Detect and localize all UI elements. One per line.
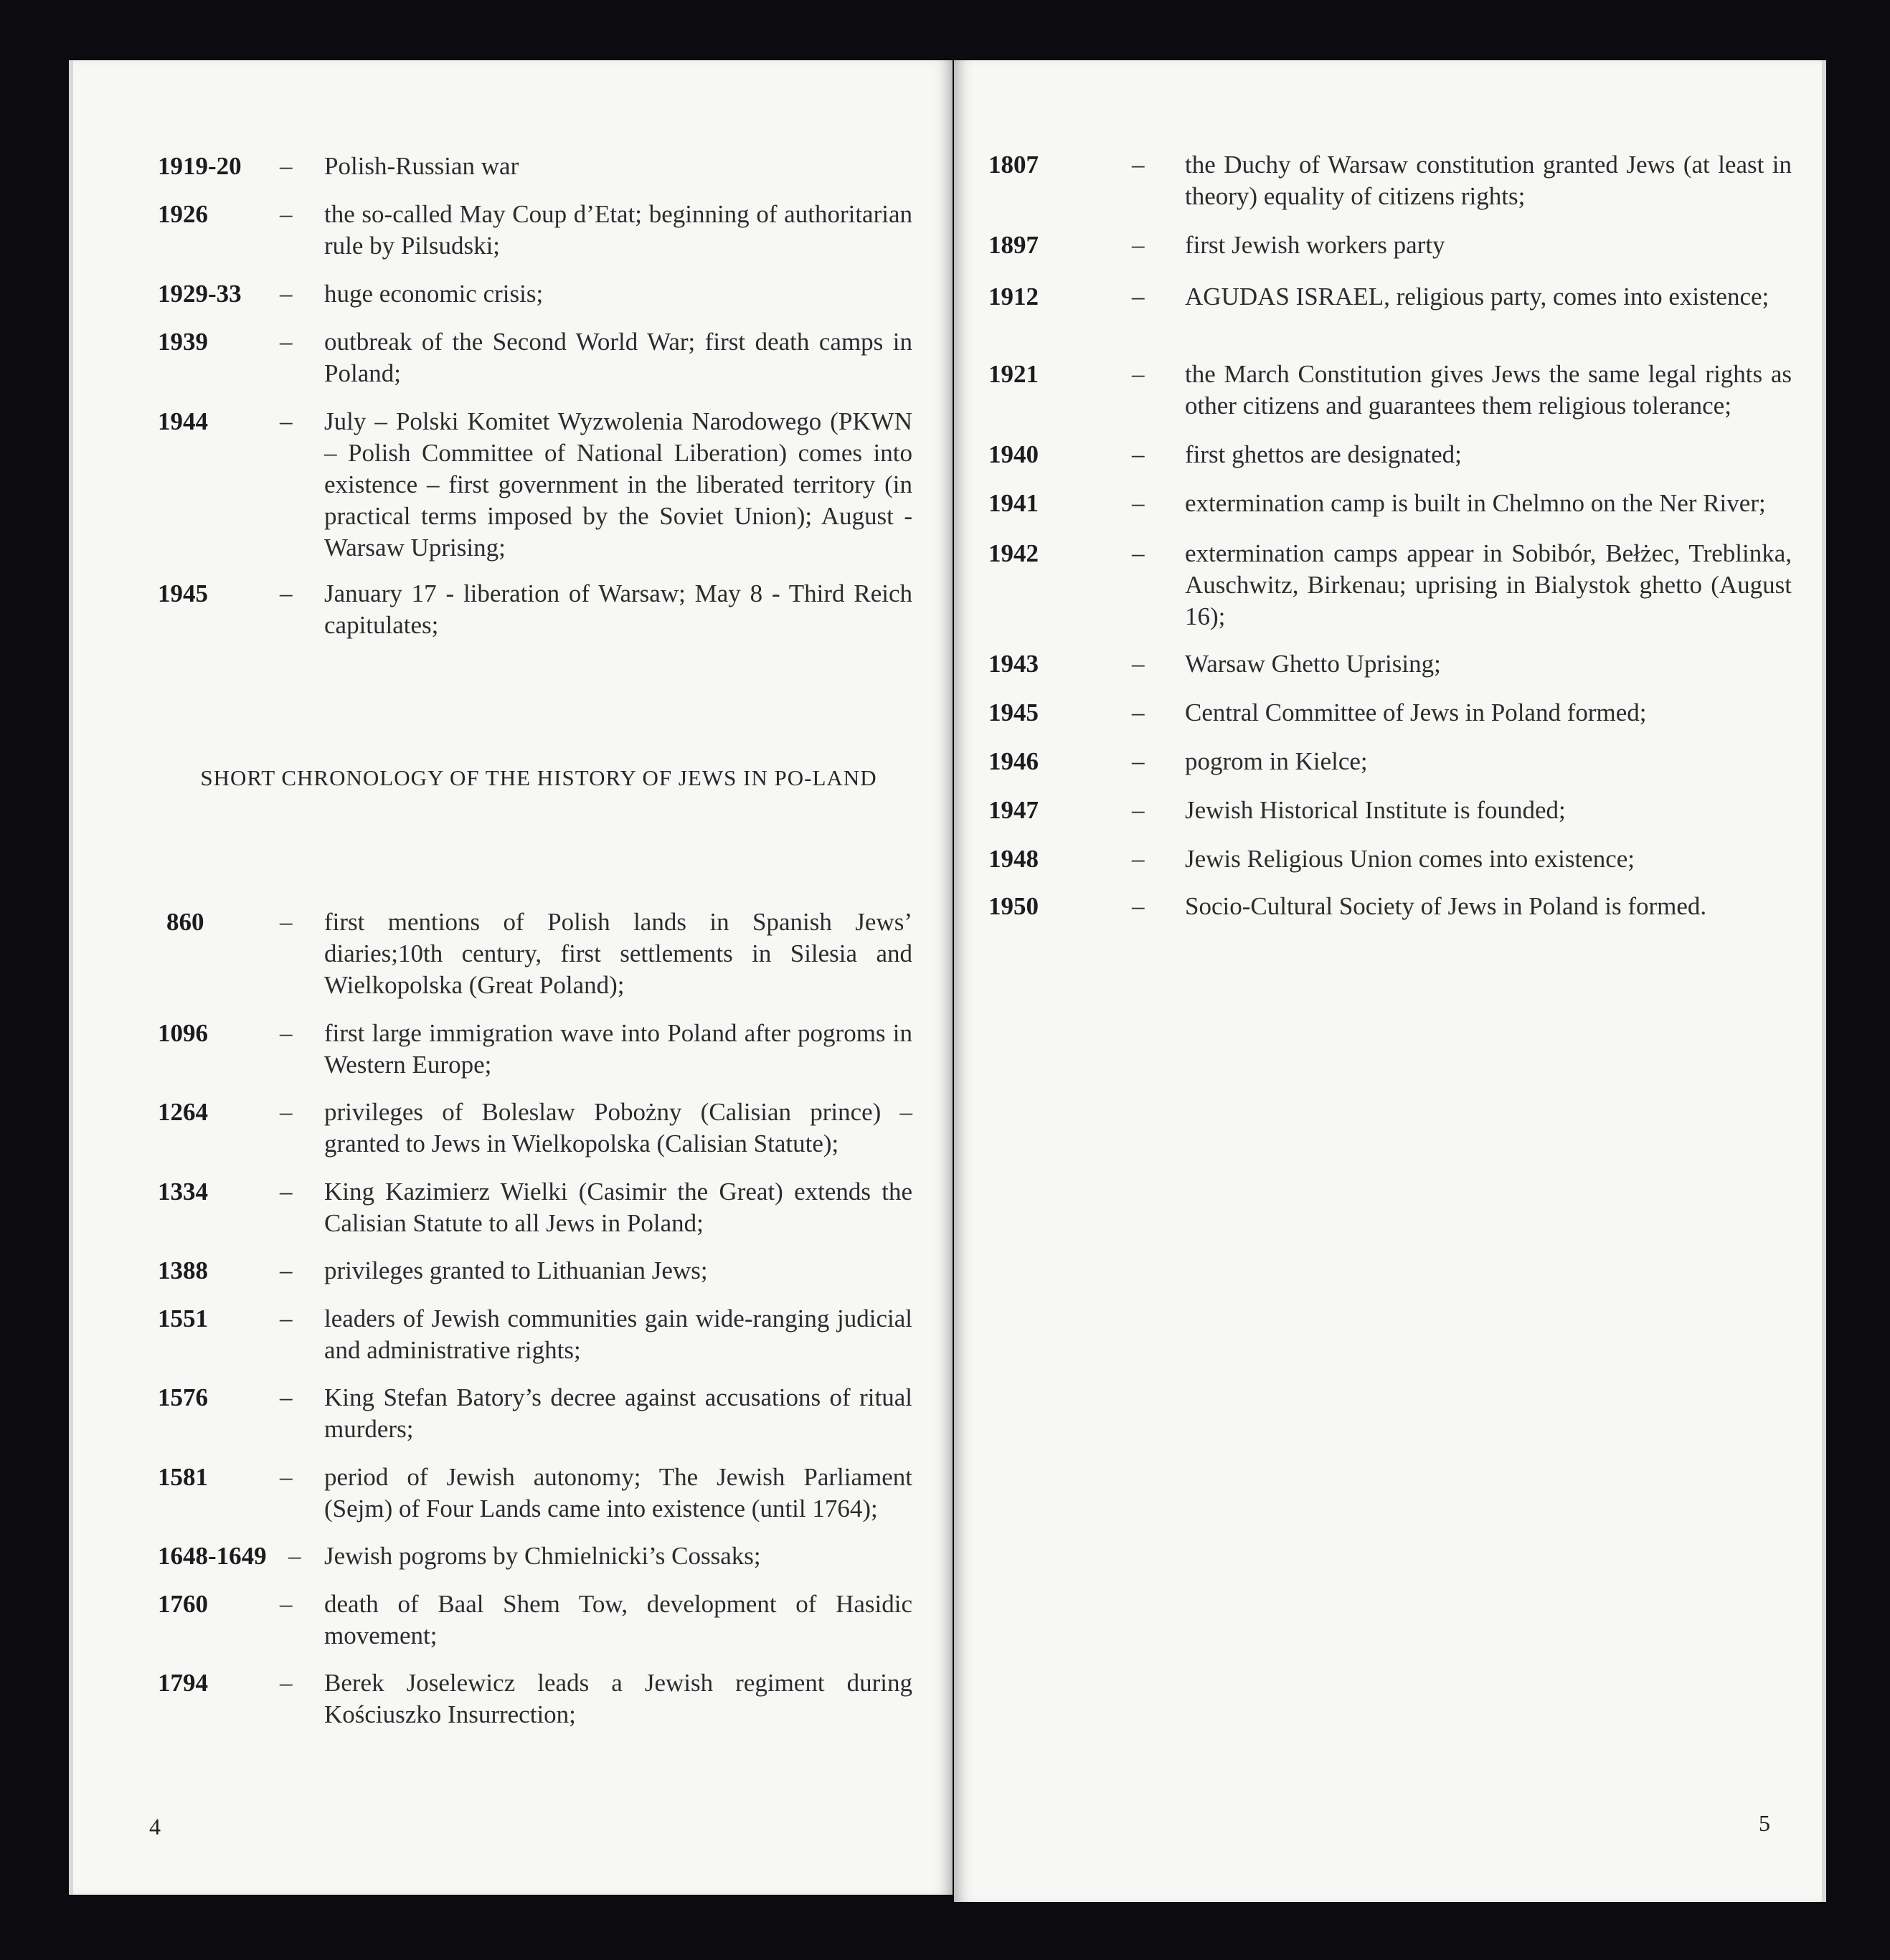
- entry-year: 1388: [158, 1256, 208, 1284]
- entry-year: 1576: [158, 1383, 208, 1411]
- entry-year: 1946: [988, 747, 1039, 775]
- entry-dash: –: [280, 579, 293, 607]
- entry-dash: –: [1132, 845, 1145, 873]
- page-edge: [69, 60, 73, 1895]
- entry-description: period of Jewish autonomy; The Jewish Parliament (Sejm) of Four Lands came into existence (until 1764);: [324, 1463, 912, 1523]
- entry-year: 1919-20: [158, 152, 242, 180]
- entry-description: first large immigration wave into Poland after pogroms in Western Europe;: [324, 1019, 912, 1079]
- entry-description: leaders of Jewish communities gain wide-ranging judicial and administrative rights;: [324, 1305, 912, 1364]
- page-number: 4: [149, 1814, 161, 1840]
- entry-description: Socio-Cultural Society of Jews in Poland is formed.: [1185, 892, 1707, 920]
- entry-description: extermination camp is built in Chelmno on the Ner River;: [1185, 489, 1766, 517]
- entry-description: first Jewish workers party: [1185, 231, 1445, 259]
- entry-description: outbreak of the Second World War; first death camps in Poland;: [324, 328, 912, 387]
- entry-dash: –: [288, 1542, 301, 1570]
- entry-year: 1264: [158, 1098, 208, 1126]
- entry-dash: –: [1132, 440, 1145, 468]
- entry-dash: –: [280, 908, 293, 936]
- entry-year: 1929-33: [158, 280, 242, 308]
- entry-dash: –: [280, 200, 293, 228]
- entry-year: 1947: [988, 796, 1039, 824]
- entry-description: first mentions of Polish lands in Spanish Jews’ diaries;10th century, first settlements in Silesia and Wielkopolska (Great Poland);: [324, 908, 912, 999]
- entry-year: 1942: [988, 539, 1039, 567]
- section-heading: SHORT CHRONOLOGY OF THE HISTORY OF JEWS IN PO-LAND: [200, 765, 877, 790]
- entry-year: 1921: [988, 360, 1039, 388]
- page-edge: [1822, 60, 1826, 1902]
- entry-dash: –: [1132, 650, 1145, 678]
- entry-year: 1096: [158, 1019, 208, 1047]
- entry-dash: –: [280, 1463, 293, 1491]
- entry-description: privileges granted to Lithuanian Jews;: [324, 1256, 708, 1284]
- entry-dash: –: [280, 1590, 293, 1618]
- entry-dash: –: [280, 328, 293, 356]
- entry-year: 1944: [158, 407, 208, 435]
- entry-year: 1926: [158, 200, 208, 228]
- entry-year: 1794: [158, 1669, 208, 1697]
- left-page: [69, 60, 953, 1895]
- entry-description: July – Polski Komitet Wyzwolenia Narodowego (PKWN – Polish Committee of National Liberation) comes into existence – first government in the liberated territory (in practical terms imposed by the Soviet Union); August - Warsaw Uprising;: [324, 407, 912, 562]
- entry-dash: –: [280, 1256, 293, 1284]
- entry-dash: –: [1132, 283, 1145, 311]
- entry-dash: –: [1132, 747, 1145, 775]
- entry-description: Warsaw Ghetto Uprising;: [1185, 650, 1441, 678]
- entry-year: 1943: [988, 650, 1039, 678]
- entry-description: the March Constitution gives Jews the same legal rights as other citizens and guarantees them religious tolerance;: [1185, 360, 1792, 420]
- entry-description: Berek Joselewicz leads a Jewish regiment during Kościuszko Insurrection;: [324, 1669, 912, 1728]
- entry-year: 1334: [158, 1178, 208, 1206]
- entry-year: 1950: [988, 892, 1039, 920]
- entry-description: death of Baal Shem Tow, development of Hasidic movement;: [324, 1590, 912, 1649]
- entry-year: 1897: [988, 231, 1039, 259]
- entry-year: 1581: [158, 1463, 208, 1491]
- entry-dash: –: [1132, 892, 1145, 920]
- entry-dash: –: [1132, 151, 1145, 179]
- entry-description: huge economic crisis;: [324, 280, 544, 308]
- entry-description: AGUDAS ISRAEL, religious party, comes into existence;: [1185, 283, 1769, 311]
- entry-year: 1939: [158, 328, 208, 356]
- entry-dash: –: [1132, 699, 1145, 726]
- entry-description: King Kazimierz Wielki (Casimir the Great) extends the Calisian Statute to all Jews in Poland;: [324, 1178, 912, 1237]
- entry-dash: –: [280, 1669, 293, 1697]
- entry-year: 1940: [988, 440, 1039, 468]
- entry-dash: –: [280, 280, 293, 308]
- entry-year: 1648-1649: [158, 1542, 267, 1570]
- entry-description: Jewis Religious Union comes into existence;: [1185, 845, 1635, 873]
- page-number: 5: [1759, 1810, 1770, 1836]
- entry-dash: –: [280, 1305, 293, 1332]
- entry-year: 1760: [158, 1590, 208, 1618]
- entry-year: 1945: [988, 699, 1039, 726]
- entry-dash: –: [280, 1098, 293, 1126]
- entry-dash: –: [280, 407, 293, 435]
- entry-year: 860: [166, 908, 204, 936]
- entry-year: 1807: [988, 151, 1039, 179]
- entry-dash: –: [280, 152, 293, 180]
- entry-description: Polish-Russian war: [324, 152, 519, 180]
- entry-description: extermination camps appear in Sobibór, Bełżec, Treblinka, Auschwitz, Birkenau; uprising in Bialystok ghetto (August 16);: [1185, 539, 1792, 630]
- entry-description: the so-called May Coup d’Etat; beginning of authoritarian rule by Pilsudski;: [324, 200, 912, 260]
- entry-dash: –: [280, 1178, 293, 1206]
- entry-dash: –: [1132, 489, 1145, 517]
- entry-year: 1912: [988, 283, 1039, 311]
- entry-dash: –: [1132, 360, 1145, 388]
- entry-description: pogrom in Kielce;: [1185, 747, 1368, 775]
- entry-year: 1945: [158, 579, 208, 607]
- entry-dash: –: [280, 1383, 293, 1411]
- entry-description: Jewish Historical Institute is founded;: [1185, 796, 1566, 824]
- entry-description: King Stefan Batory’s decree against accusations of ritual murders;: [324, 1383, 912, 1443]
- entry-dash: –: [1132, 796, 1145, 824]
- entry-dash: –: [280, 1019, 293, 1047]
- entry-description: Central Committee of Jews in Poland formed;: [1185, 699, 1647, 726]
- entry-dash: –: [1132, 231, 1145, 259]
- entry-year: 1551: [158, 1305, 208, 1332]
- entry-description: January 17 - liberation of Warsaw; May 8 - Third Reich capitulates;: [324, 579, 912, 639]
- entry-description: first ghettos are designated;: [1185, 440, 1462, 468]
- entry-dash: –: [1132, 539, 1145, 567]
- entry-year: 1941: [988, 489, 1039, 517]
- right-page: [954, 60, 1826, 1902]
- entry-description: privileges of Boleslaw Pobożny (Calisian prince) – granted to Jews in Wielkopolska (Calisian Statute);: [324, 1098, 912, 1157]
- entry-description: the Duchy of Warsaw constitution granted Jews (at least in theory) equality of citizens rights;: [1185, 151, 1792, 210]
- entry-description: Jewish pogroms by Chmielnicki’s Cossaks;: [324, 1542, 761, 1570]
- entry-year: 1948: [988, 845, 1039, 873]
